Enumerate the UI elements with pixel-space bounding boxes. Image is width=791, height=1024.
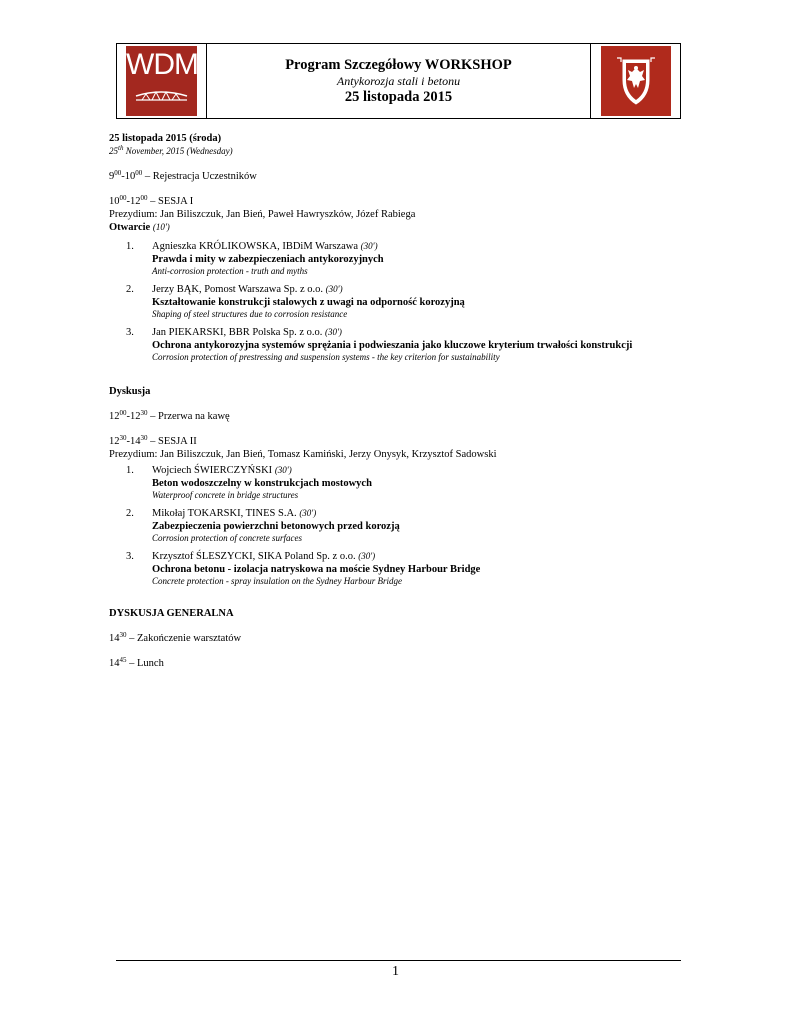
- header-title-cell: [207, 44, 590, 118]
- opening-line: Otwarcie (10'): [109, 222, 170, 233]
- session1-presidium: Prezydium: Jan Biliszczuk, Jan Bień, Paweł Hawryszków, Józef Rabiega: [109, 209, 416, 220]
- page-number: 1: [392, 964, 399, 979]
- pwr-logo: [601, 46, 671, 116]
- footer-divider: [116, 960, 681, 961]
- list-item: 2. Jerzy BĄK, Pomost Warszawa Sp. z o.o. (30') Kształtowanie konstrukcji stalowych z uwagi na odporność korozyjną Shaping of steel structures due to corrosion resistance: [126, 284, 465, 319]
- header-table: [116, 43, 681, 119]
- general-discussion-heading: DYSKUSJA GENERALNA: [109, 608, 234, 619]
- list-item: 2. Mikołaj TOKARSKI, TINES S.A. (30') Zabezpieczenia powierzchni betonowych przed korozją Corrosion protection of concrete surfaces: [126, 508, 400, 543]
- list-item: 1. Wojciech ŚWIERCZYŃSKI (30') Beton wodoszczelny w konstrukcjach mostowych Waterproof concrete in bridge structures: [126, 465, 372, 500]
- page-title: Program Szczegółowy WORKSHOP: [285, 57, 512, 73]
- day-heading-en: 25th November, 2015 (Wednesday): [109, 144, 233, 156]
- registration-line: $9^{00}-10^{00}$ – Rejestracja Uczestników: [109, 169, 257, 182]
- header-left-cell: [117, 44, 207, 118]
- eagle-icon: [601, 46, 671, 116]
- list-item: 3. Krzysztof ŚLESZYCKI, SIKA Poland Sp. z o.o. (30') Ochrona betonu - izolacja natryskowa na moście Sydney Harbour Bridge Concrete protection - spray insulation on the Sydney Harbour Bridge: [126, 551, 481, 586]
- program-content: [109, 132, 709, 670]
- list-item: 3. Jan PIEKARSKI, BBR Polska Sp. z o.o. (30') Ochrona antykorozyjna systemów sprężania i podwieszania jako kluczowe kryterium trwałości konstrukcji Corrosion protection of prestressing and suspension systems - the key criterion for sustainability: [126, 327, 633, 362]
- wdm-logo-text: WDM: [126, 48, 198, 81]
- session1-heading: $10^{00}-12^{00}$ – SESJA I: [109, 194, 194, 207]
- session2-heading: $12^{30}-14^{30}$ – SESJA II: [109, 434, 197, 447]
- list-item: 1. Agnieszka KRÓLIKOWSKA, IBDiM Warszawa (30') Prawda i mity w zabezpieczeniach antykorozyjnych Anti-corrosion protection - truth and myths: [126, 241, 384, 276]
- discussion-heading: Dyskusja: [109, 386, 151, 397]
- bridge-icon: [134, 86, 189, 104]
- day-heading: 25 listopada 2015 (środa): [109, 133, 222, 144]
- closing-line: $14^{30}$ – Zakończenie warsztatów: [109, 631, 242, 644]
- session2-presidium: Prezydium: Jan Biliszczuk, Jan Bień, Tomasz Kamiński, Jerzy Onysyk, Krzysztof Sadowski: [109, 449, 497, 460]
- lunch-line: $14^{45}$ – Lunch: [109, 656, 164, 669]
- page-date: 25 listopada 2015: [344, 89, 453, 105]
- page-subtitle: Antykorozja stali i betonu: [336, 74, 461, 88]
- coffee-break-line: $12^{00}-12^{30}$ – Przerwa na kawę: [109, 409, 230, 422]
- header-right-cell: [590, 44, 680, 118]
- wdm-logo: [126, 46, 197, 116]
